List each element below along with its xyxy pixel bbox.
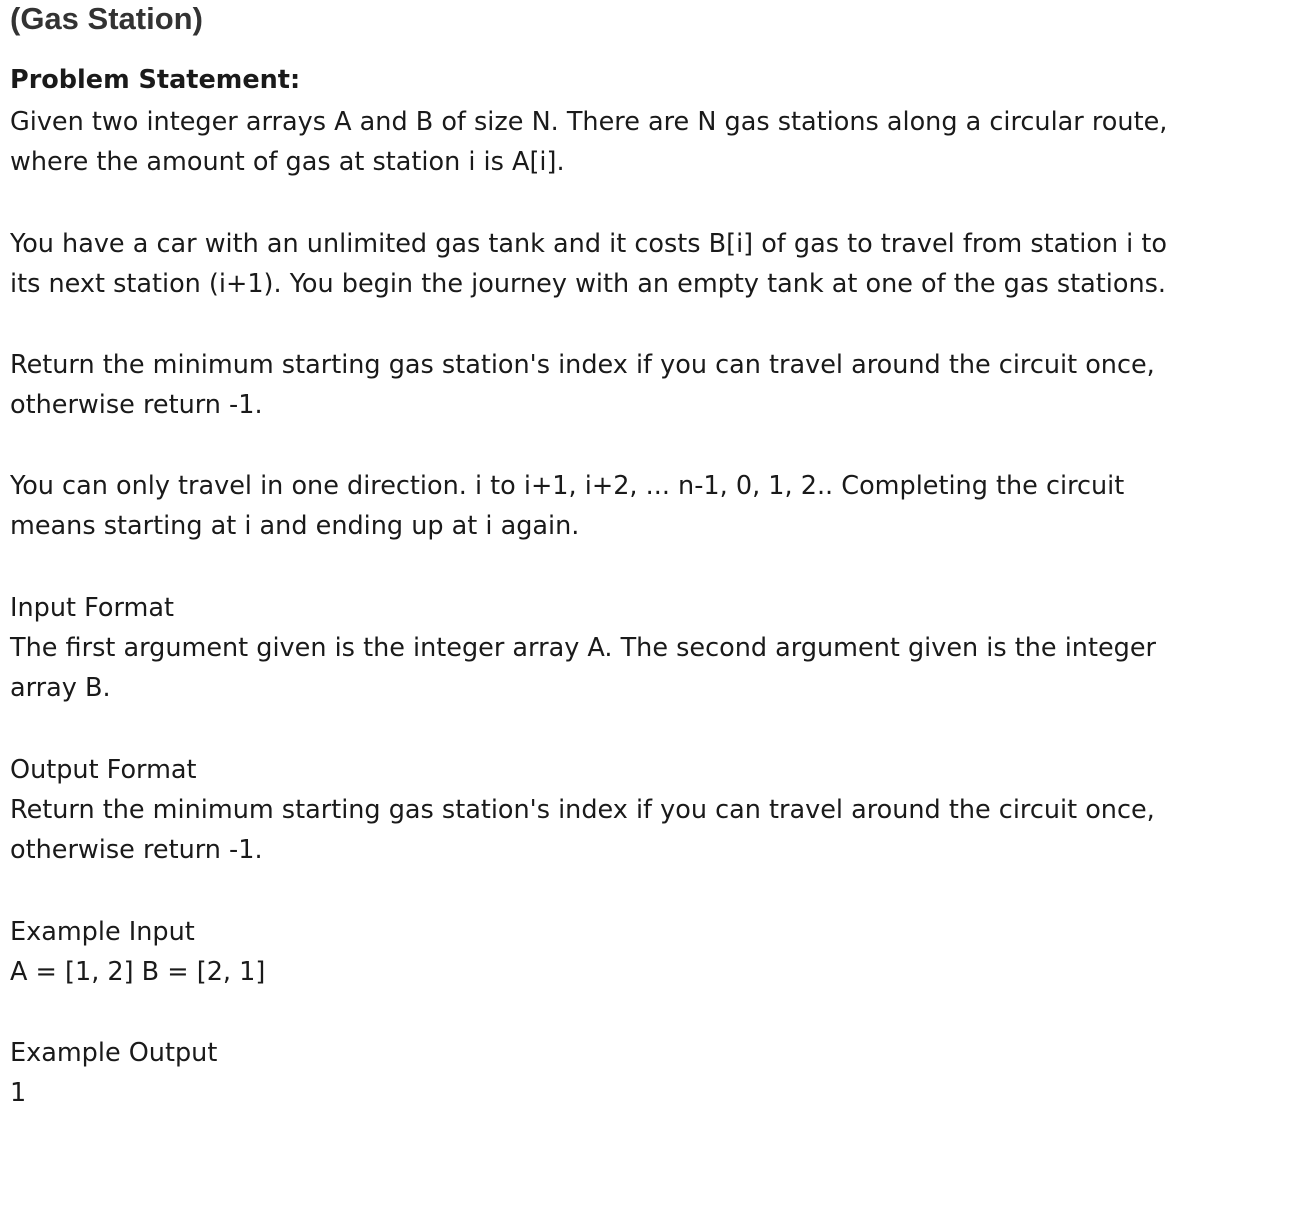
output-format-heading: Output Format xyxy=(10,755,197,785)
input-format-heading: Input Format xyxy=(10,593,174,623)
example-input-value: A = [1, 2] B = [2, 1] xyxy=(10,957,266,987)
output-format-text-line: Return the minimum starting gas station's index if you can travel around the circuit once, xyxy=(10,795,1155,825)
problem-text-line: You can only travel in one direction. i to i+1, i+2, ... n-1, 0, 1, 2.. Completing the circuit xyxy=(10,471,1125,501)
example-output-heading: Example Output xyxy=(10,1038,218,1068)
problem-text-line: its next station (i+1). You begin the journey with an empty tank at one of the gas stations. xyxy=(10,269,1167,299)
problem-text-line: Return the minimum starting gas station's index if you can travel around the circuit once, xyxy=(10,350,1155,380)
input-format-text-line: array B. xyxy=(10,673,111,703)
problem-statement-heading: Problem Statement: xyxy=(10,65,301,95)
output-format-text-line: otherwise return -1. xyxy=(10,835,263,865)
input-format-text-line: The first argument given is the integer array A. The second argument given is the integer xyxy=(10,633,1157,663)
example-output-value: 1 xyxy=(10,1078,27,1108)
example-input-heading: Example Input xyxy=(10,917,195,947)
document-title: (Gas Station) xyxy=(10,1,203,36)
problem-text-line: Given two integer arrays A and B of size N. There are N gas stations along a circular route, xyxy=(10,107,1168,137)
problem-text-line: You have a car with an unlimited gas tank and it costs B[i] of gas to travel from station i to xyxy=(10,229,1167,259)
problem-text-line: where the amount of gas at station i is A[i]. xyxy=(10,147,565,177)
problem-text-line: means starting at i and ending up at i again. xyxy=(10,511,580,541)
problem-text-line: otherwise return -1. xyxy=(10,390,263,420)
